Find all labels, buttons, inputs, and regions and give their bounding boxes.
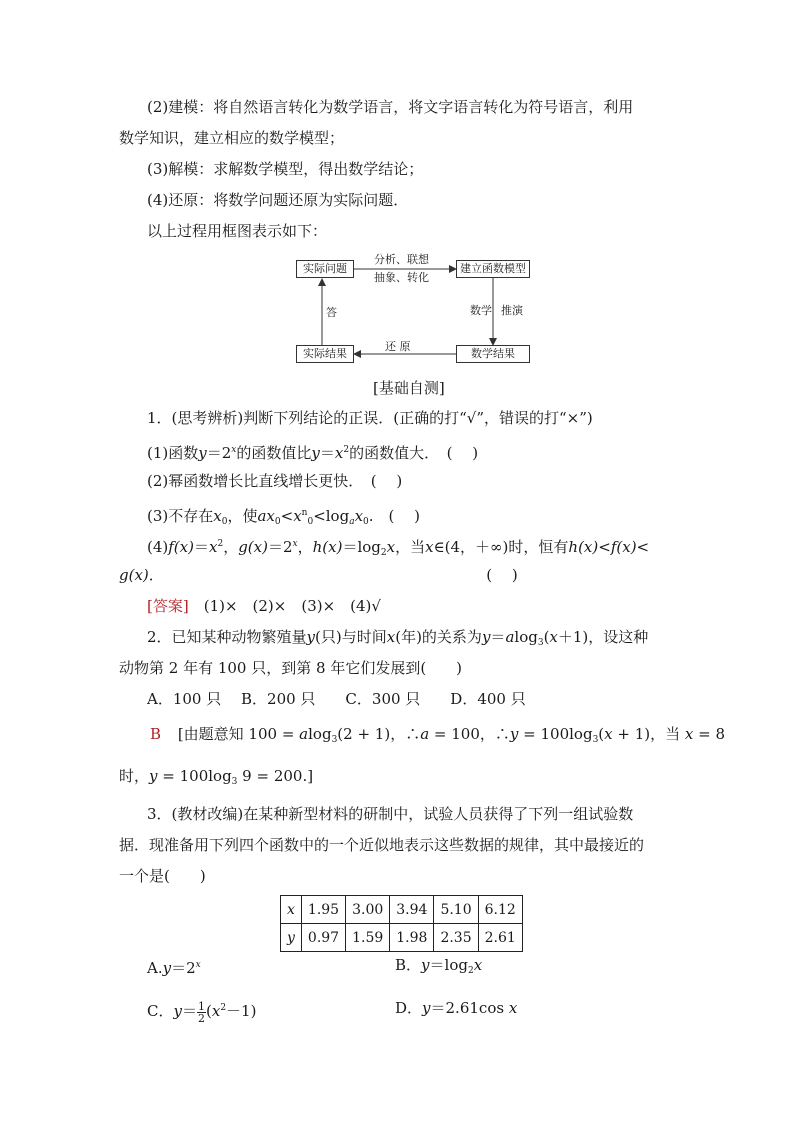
step-3: (3)解模：求解数学模型，得出数学结论； (147, 160, 424, 178)
label-restore: 还 原 (385, 340, 411, 353)
q1-item-2: (2)幂函数增长比直线增长更快． ( ) (147, 472, 403, 490)
box-build-model: 建立函数模型 (456, 260, 530, 278)
table-cell: 2.61 (478, 924, 522, 952)
q3-stem-2: 据．现准备用下列四个函数中的一个近似地表示这些数据的规律，其中最接近的 (119, 836, 645, 854)
q1-item-3: (3)不存在$x_0$，使$ax_0<x^n_0<\log_ax_0$. ( ) (147, 507, 421, 527)
table-cell: 1.95 (301, 896, 345, 924)
table-cell: 2.35 (434, 924, 478, 952)
section-title: [基础自测] (373, 379, 445, 397)
flowchart-intro: 以上过程用框图表示如下： (147, 222, 328, 240)
table-cell: 6.12 (478, 896, 522, 924)
box-math-result: 数学结果 (456, 345, 530, 363)
q2-options: A．100 只 B．200 只 C．300 只 D．400 只 (147, 690, 526, 708)
q3-stem-1: 3．(教材改编)在某种新型材料的研制中，试验人员获得了下列一组试验数 (147, 805, 634, 823)
table-cell: 1.59 (346, 924, 390, 952)
label-math: 数学 (470, 304, 492, 317)
table-header-y: y (281, 924, 302, 952)
q1-item-4: $(4)f(x)=x^2$，$g(x)=2^x$，$h(x)=\log_2x$，当x∈(4，＋∞)时，恒有h(x)<f(x)< (147, 538, 650, 558)
step-2-line-2: 数学知识，建立相应的数学模型； (119, 129, 345, 147)
fraction-one-half: $\frac{1}{2}$ (197, 999, 205, 1025)
table-cell: 1.98 (390, 924, 434, 952)
q1-stem: 1．(思考辨析)判断下列结论的正误．(正确的打“√”，错误的打“×”) (147, 409, 593, 427)
q3-option-a: $A.y=2^x$ (147, 959, 201, 977)
table-cell: 3.94 (390, 896, 434, 924)
answer-tag: [答案] (147, 597, 189, 615)
q3-stem-3: 一个是( ) (119, 867, 206, 885)
flowchart (290, 255, 540, 370)
table-cell: 3.00 (346, 896, 390, 924)
table-row-y (281, 924, 523, 952)
label-abstract: 抽象、转化 (374, 271, 429, 284)
q3-option-c: C．y＝ $\frac{1}{2}$ $(x^2-1)$ (147, 999, 257, 1025)
q2-solution-1: B [由题意知 100 = alog$_3$(2 + 1)，∴a = 100，∴y = $100\log_3(x + 1)$，当 x = 8 (150, 725, 726, 745)
q2-stem-2: 动物第 2 年有 100 只，到第 8 年它们发展到( ) (119, 659, 463, 677)
step-2-line-1: (2)建模：将自然语言转化为数学语言，将文字语言转化为符号语言，利用 (147, 98, 634, 116)
box-actual-problem: 实际问题 (296, 260, 354, 278)
q2-solution-2: 时，$y = 100\log_3$ 9 = 200.] (119, 767, 314, 787)
q3-option-d: D．y＝2.61cos x (395, 999, 518, 1017)
q3-option-b: B．$y=\log_2x$ (395, 956, 483, 976)
label-answer: 答 (326, 306, 337, 319)
data-table (280, 895, 523, 952)
step-4: (4)还原：将数学问题还原为实际问题． (147, 191, 409, 209)
table-header-x: x (281, 896, 302, 924)
q2-stem-1: 2．已知某种动物繁殖量y(只)与时间x(年)的关系为y＝alog$_3$(x＋1)，设这种 (147, 628, 649, 648)
q1-item-1: (1)函数$y=2^x$的函数值比$y=x^2$的函数值大． ( ) (147, 444, 479, 462)
q2-answer-letter: B (150, 725, 162, 743)
table-cell: 5.10 (434, 896, 478, 924)
box-actual-result: 实际结果 (296, 345, 354, 363)
label-deduce: 推演 (501, 304, 523, 317)
q1-answer: [答案] (1)× (2)× (3)× (4)√ (147, 597, 381, 615)
q1-item-4-cont: g(x)． ( ) (119, 566, 518, 584)
label-analyze: 分析、联想 (374, 253, 429, 266)
table-cell: 0.97 (301, 924, 345, 952)
table-row-x (281, 896, 523, 924)
